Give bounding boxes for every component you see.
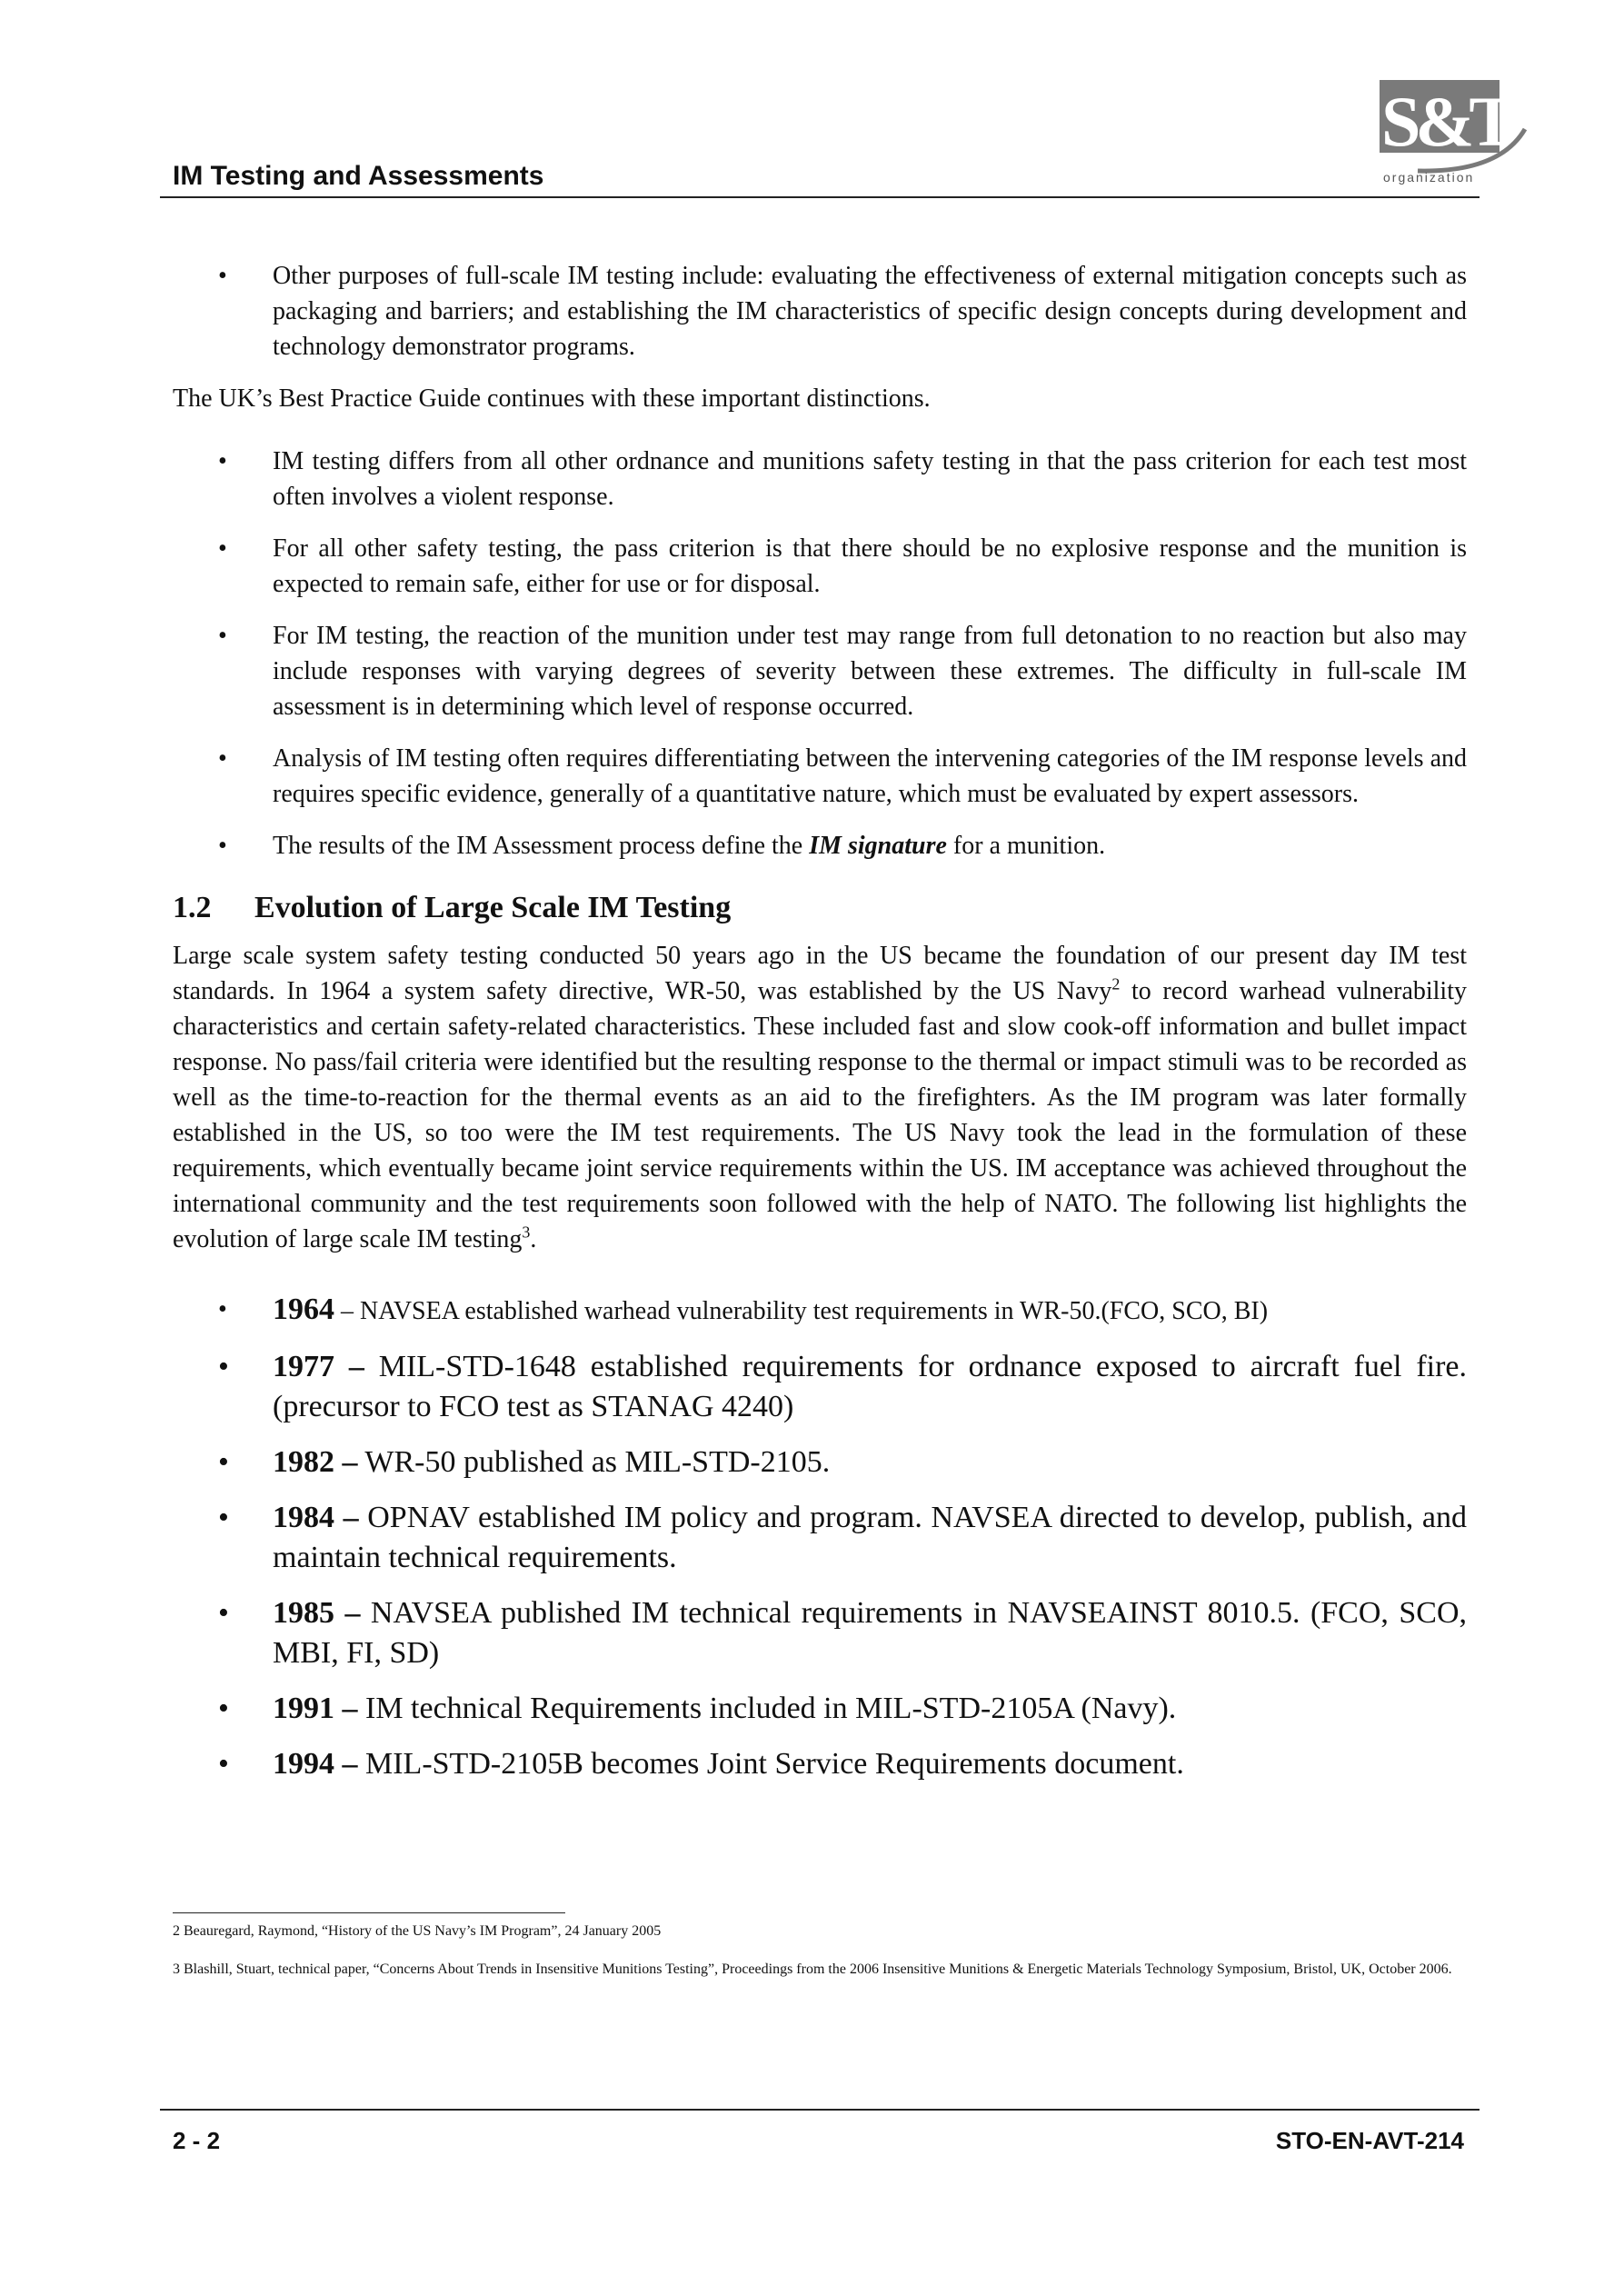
footnote-ref-2: 2 (1111, 974, 1121, 993)
footer-rule (160, 2109, 1480, 2111)
footnote-ref-3: 3 (522, 1223, 531, 1242)
section-heading (173, 891, 1467, 925)
list-item: • Analysis of IM testing often requires differentiating between the intervening categories of the IM response levels and requires specific evidence, generally of a quantitative nature, which must be evaluated by expert assessors. (218, 744, 1467, 808)
section-number: 1.2 (173, 891, 212, 924)
list-item: • The results of the IM Assessment process define the IM signature for a munition. (218, 832, 1106, 860)
guide-paragraph: The UK’s Best Practice Guide continues with these important distinctions. (173, 384, 931, 413)
timeline-item: • 1984 – OPNAV established IM policy and program. NAVSEA directed to develop, publish, and maintain technical requirements. (218, 1501, 1468, 1574)
list-item: • IM testing differs from all other ordnance and munitions safety testing in that the pass criterion for each test most often involves a violent response. (218, 447, 1467, 511)
timeline-item: • 1985 – NAVSEA published IM technical requirements in NAVSEAINST 8010.5. (FCO, SCO, MBI, FI, SD) (218, 1596, 1468, 1670)
logo-letters: S&T (1381, 82, 1511, 161)
footnote-separator (173, 1912, 565, 1913)
intro-bullet-list (173, 258, 1467, 364)
logo-subtitle: organization (1383, 170, 1475, 185)
document-id: STO-EN-AVT-214 (1275, 2127, 1464, 2154)
timeline-item: • 1977 – MIL-STD-1648 established requirements for ordnance exposed to aircraft fuel fire. (precursor to FCO test as STANAG 4240) (218, 1350, 1468, 1423)
timeline-item: • 1964 – NAVSEA established warhead vulnerability test requirements in WR-50.(FCO, SCO, BI) (218, 1293, 1269, 1326)
section-title: Evolution of Large Scale IM Testing (254, 891, 732, 924)
im-signature-emphasis: IM signature (809, 832, 947, 860)
list-item: • For all other safety testing, the pass criterion is that there should be no explosive response and the munition is expected to remain safe, either for use or for disposal. (218, 534, 1467, 598)
sto-logo-icon (1363, 73, 1536, 186)
footnote-3: 3 Blashill, Stuart, technical paper, “Concerns About Trends in Insensitive Munitions Testing”, Proceedings from the 2006 Insensitive Munitions & Energetic Materials Technology Symposium, Bristol, UK, October 2006. (173, 1962, 1452, 1977)
timeline-item: • 1982 – WR-50 published as MIL-STD-2105. (218, 1445, 831, 1479)
page-number: 2 - 2 (173, 2127, 221, 2154)
timeline-item: • 1994 – MIL-STD-2105B becomes Joint Service Requirements document. (218, 1747, 1184, 1781)
list-item: • For IM testing, the reaction of the munition under test may range from full detonation to no reaction but also may include responses with varying degrees of severity between these extremes. The difficulty in full-scale IM assessment is in determining which level of response occurred. (218, 622, 1467, 721)
timeline-item: • 1991 – IM technical Requirements included in MIL-STD-2105A (Navy). (218, 1692, 1177, 1725)
evolution-paragraph: Large scale system safety testing conducted 50 years ago in the US became the foundation of our present day IM test standards. In 1964 a system safety directive, WR-50, was established by the US Navy$^2$ to record warhead vulnerability characteristics and certain safety-related characteristics. These included fast and slow cook-off information and bullet impact response. No pass/fail criteria were identified but the resulting response to the thermal or impact stimuli was to be recorded as well as the time-to-reaction for the thermal events as an aid to the firefighters. As the IM program was later formally established in the US, so too were the IM test requirements. The US Navy took the lead in the formulation of these requirements, which eventually became joint service requirements within the US. IM acceptance was achieved throughout the international community and the test requirements soon followed with the help of NATO. The following list highlights the evolution of large scale IM testing$^3$. (173, 942, 1467, 1253)
footnotes (173, 1920, 1467, 1996)
footnote-2: 2 Beauregard, Raymond, “History of the US Navy’s IM Program”, 24 January 2005 (173, 1923, 662, 1939)
running-header-title: IM Testing and Assessments (173, 161, 544, 191)
timeline-list (173, 1290, 1467, 1784)
header-rule (160, 196, 1480, 198)
list-item: • Other purposes of full-scale IM testing include: evaluating the effectiveness of external mitigation concepts such as packaging and barriers; and establishing the IM characteristics of specific design concepts during development and technology demonstrator programs. (218, 262, 1467, 361)
distinctions-bullet-list (173, 444, 1467, 863)
page-body (173, 258, 1467, 1800)
